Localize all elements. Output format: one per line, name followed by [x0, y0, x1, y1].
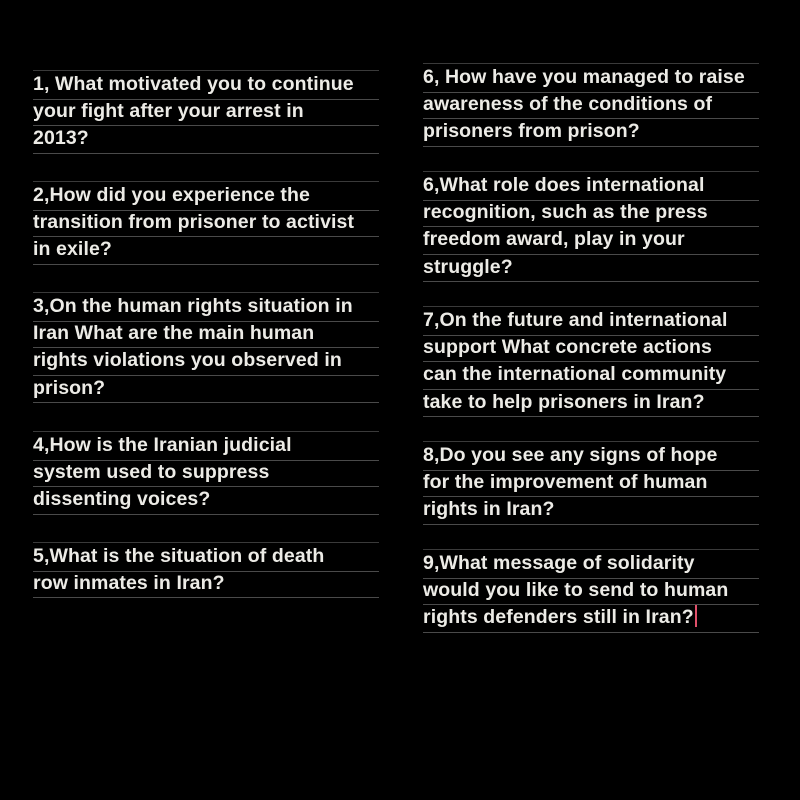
question-line: Iran What are the main human [33, 320, 379, 349]
question-line: 7,On the future and international [423, 306, 759, 336]
question-line: dissenting voices? [33, 486, 379, 515]
question-line: 5,What is the situation of death [33, 542, 379, 572]
question-line: support What concrete actions [423, 334, 759, 363]
question-line: 6, How have you managed to raise [423, 63, 759, 93]
question-line: system used to suppress [33, 459, 379, 488]
question-line: your fight after your arrest in [33, 98, 379, 127]
question-line: 1, What motivated you to continue [33, 70, 379, 100]
question-line: row inmates in Iran? [33, 570, 379, 599]
question-line: prison? [33, 375, 379, 404]
question-line: take to help prisoners in Iran? [423, 389, 759, 418]
text-cursor [695, 605, 697, 627]
question-line: struggle? [423, 254, 759, 283]
question-line: 8,Do you see any signs of hope [423, 441, 759, 471]
question-line: transition from prisoner to activist [33, 209, 379, 238]
question-line: can the international community [423, 361, 759, 390]
question-line: 9,What message of solidarity [423, 549, 759, 579]
question-line: 4,How is the Iranian judicial [33, 431, 379, 461]
question-line: awareness of the conditions of [423, 91, 759, 120]
question-line: would you like to send to human [423, 577, 759, 606]
question-line: recognition, such as the press [423, 199, 759, 228]
question-line: 2013? [33, 125, 379, 154]
question-line: for the improvement of human [423, 469, 759, 498]
question-last-line[interactable] [423, 604, 759, 633]
question-line: 2,How did you experience the [33, 181, 379, 211]
question-line: prisoners from prison? [423, 118, 759, 147]
question-line: freedom award, play in your [423, 226, 759, 255]
question-line-text: rights defenders still in Iran? [423, 606, 694, 628]
question-line: rights violations you observed in [33, 347, 379, 376]
question-line: 6,What role does international [423, 171, 759, 201]
question-line: rights in Iran? [423, 496, 759, 525]
question-line: in exile? [33, 236, 379, 265]
question-line: 3,On the human rights situation in [33, 292, 379, 322]
